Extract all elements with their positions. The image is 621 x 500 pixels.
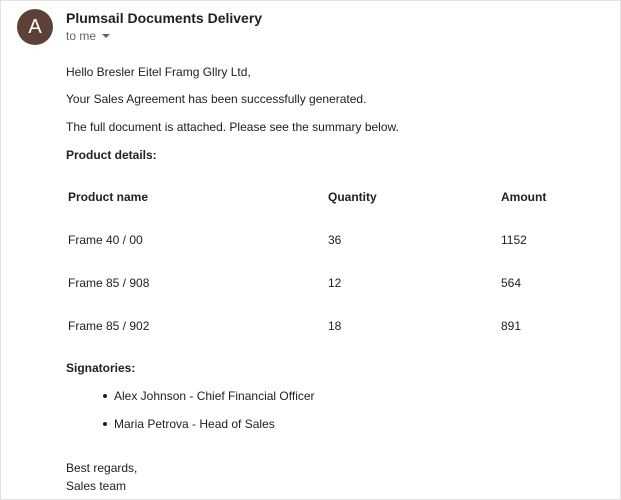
column-header-quantity: Quantity <box>328 190 377 204</box>
signatories-heading: Signatories: <box>66 361 136 375</box>
column-header-product-name: Product name <box>68 190 149 204</box>
table-cell-amount: 891 <box>501 319 522 333</box>
bullet-icon <box>103 394 107 398</box>
table-cell-product-name: Frame 85 / 902 <box>68 319 150 333</box>
sender-avatar[interactable]: A <box>17 9 53 45</box>
email-signature: Sales team <box>66 479 127 493</box>
bullet-icon <box>103 422 107 426</box>
table-cell-quantity: 18 <box>328 319 342 333</box>
email-greeting: Hello Bresler Eitel Framg Gllry Ltd, <box>66 65 251 79</box>
sender-name[interactable]: Plumsail Documents Delivery <box>66 10 263 26</box>
table-cell-quantity: 12 <box>328 276 342 290</box>
email-line-attached: The full document is attached. Please see the summary below. <box>66 120 399 134</box>
recipient-label: to me <box>66 29 97 43</box>
table-cell-amount: 564 <box>501 276 522 290</box>
signatory-text: Maria Petrova - Head of Sales <box>114 417 275 431</box>
caret-down-icon[interactable] <box>102 34 110 38</box>
product-details-heading: Product details: <box>66 148 157 162</box>
recipient-details-toggle[interactable] <box>66 29 110 43</box>
email-closing: Best regards, <box>66 461 138 475</box>
signatory-text: Alex Johnson - Chief Financial Officer <box>114 389 315 403</box>
list-item <box>103 417 275 431</box>
list-item <box>103 389 315 403</box>
table-cell-product-name: Frame 40 / 00 <box>68 233 143 247</box>
table-cell-product-name: Frame 85 / 908 <box>68 276 150 290</box>
table-cell-quantity: 36 <box>328 233 342 247</box>
email-line-generated: Your Sales Agreement has been successfully generated. <box>66 92 367 106</box>
table-cell-amount: 1152 <box>501 233 527 247</box>
column-header-amount: Amount <box>501 190 547 204</box>
